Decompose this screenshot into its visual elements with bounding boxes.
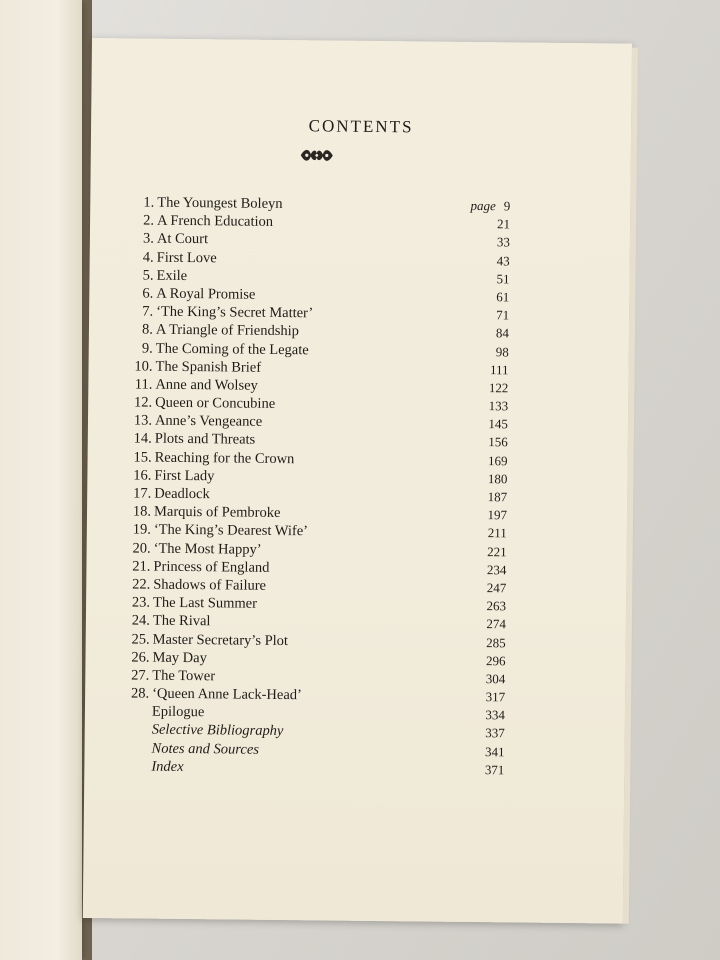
chapter-title: A Triangle of Friendship [155, 321, 300, 340]
page-number-value: 234 [486, 561, 507, 578]
page-number [445, 670, 505, 689]
chapter-number: 6. [142, 285, 154, 302]
chapter-title: ‘Queen Anne Lack-Head’ [152, 685, 302, 704]
page-number [448, 397, 508, 416]
chapter-title: A Royal Promise [156, 285, 256, 303]
chapter-number: 23. [131, 594, 151, 611]
page-title: CONTENTS [308, 116, 414, 137]
chapter-title: First Lady [154, 467, 215, 485]
chapter-number: 16. [133, 467, 152, 484]
page-number-value: 61 [496, 289, 510, 305]
page-number [446, 560, 506, 579]
chapter-title: Index [151, 758, 184, 775]
contents-page [83, 38, 632, 924]
chapter-number: 5. [142, 267, 154, 284]
chapter-number: 25. [131, 630, 150, 648]
chapter-title: Plots and Threats [154, 431, 256, 449]
page-number [446, 615, 506, 634]
page-number-value: 122 [488, 380, 509, 396]
page-number-value: 145 [488, 416, 509, 432]
chapter-number: 4. [142, 249, 154, 266]
page-number-value: 197 [487, 507, 508, 523]
page-number [445, 724, 505, 743]
page-number-value: 133 [488, 398, 509, 414]
page-number [445, 688, 505, 707]
chapter-number: 22. [132, 576, 151, 593]
chapter-number: 12. [133, 394, 153, 411]
contents-list [114, 193, 510, 779]
chapter-title: The Rival [152, 612, 211, 630]
page-number-value: 211 [487, 525, 507, 541]
page-number-value: 43 [496, 252, 510, 268]
page-number-value: 21 [496, 216, 511, 232]
flyleaf-page [0, 0, 82, 960]
page-number [449, 288, 509, 307]
page-number [444, 742, 504, 761]
chapter-title: Deadlock [154, 485, 210, 503]
page-number [445, 706, 505, 725]
page-number [450, 251, 510, 270]
chapter-number: 3. [142, 230, 154, 248]
chapter-number: 24. [131, 612, 150, 629]
page-number [448, 451, 508, 470]
chapter-title: ‘The King’s Secret Matter’ [156, 303, 314, 322]
page-number [446, 579, 506, 598]
page-number-value: 341 [484, 743, 505, 759]
chapter-title: Notes and Sources [151, 740, 260, 758]
chapter-number: 10. [134, 358, 153, 375]
page-number [450, 233, 510, 252]
chapter-title: Selective Bibliography [151, 722, 284, 740]
page-number [447, 524, 507, 543]
page-word-label: page [470, 197, 496, 214]
chapter-number: 14. [133, 430, 152, 448]
chapter-title: Princess of England [153, 558, 270, 576]
page-number [448, 433, 508, 452]
page-number [447, 470, 507, 489]
chapter-number: 15. [133, 449, 152, 466]
page-number-value: 111 [489, 361, 509, 378]
chapter-title: Epilogue [151, 703, 205, 721]
page-number [448, 415, 508, 434]
chapter-number: 13. [133, 412, 153, 429]
page-number-value: 337 [485, 725, 505, 741]
chapter-title: ‘The Most Happy’ [153, 540, 262, 558]
page-number-value: 274 [486, 616, 506, 632]
chapter-title: First Love [156, 249, 217, 266]
chapter-title: Marquis of Pembroke [153, 503, 281, 522]
page-number-value: 156 [488, 434, 508, 450]
page-number [448, 379, 508, 398]
chapter-title: Shadows of Failure [153, 576, 267, 594]
page-number-value: 296 [485, 652, 506, 669]
page-number-value: 304 [485, 671, 506, 687]
page-number [449, 270, 509, 289]
chapter-title: Anne’s Vengeance [154, 412, 263, 431]
page-number-value: 33 [496, 234, 510, 250]
chapter-title: Reaching for the Crown [154, 449, 295, 467]
chapter-number: 19. [132, 521, 151, 539]
page-number [445, 651, 505, 670]
page-number-value: 84 [495, 325, 510, 341]
page-number-value: 98 [495, 343, 509, 359]
page-number-value: 51 [496, 270, 510, 287]
page-number-value: 334 [485, 707, 506, 723]
chapter-title: Exile [156, 267, 188, 284]
page-number [448, 360, 508, 379]
page-number-value: 71 [496, 307, 510, 323]
chapter-number: 11. [134, 376, 153, 393]
chapter-number: 21. [132, 558, 151, 575]
chapter-title: May Day [152, 649, 207, 666]
ornament-icon [299, 146, 335, 164]
chapter-title: Master Secretary’s Plot [152, 631, 289, 649]
page-number [450, 215, 510, 234]
page-number-value: 247 [486, 580, 507, 596]
chapter-number: 8. [141, 321, 154, 338]
chapter-number: 26. [131, 649, 150, 666]
chapter-number: 18. [132, 503, 152, 520]
chapter-title: At Court [156, 231, 209, 248]
page-number [446, 633, 506, 652]
chapter-number: 27. [131, 667, 150, 684]
page-number-value: 371 [484, 761, 505, 778]
page-number [400, 196, 510, 215]
page-number-value: 317 [485, 689, 506, 705]
page-number [449, 324, 509, 343]
page-number [449, 306, 509, 325]
page-number [449, 342, 509, 361]
chapter-number: 2. [143, 212, 155, 229]
chapter-title: The Spanish Brief [155, 358, 262, 376]
page-number [447, 506, 507, 525]
chapter-title: The Youngest Boleyn [157, 194, 283, 213]
chapter-number: 28. [130, 685, 150, 702]
chapter-number: 1. [143, 194, 155, 211]
page-number-value: 221 [487, 543, 507, 559]
chapter-title: The Coming of the Legate [155, 340, 309, 358]
page-number [447, 542, 507, 561]
page-number-value: 180 [487, 470, 508, 487]
chapter-number: 17. [133, 485, 152, 502]
page-number [444, 761, 504, 780]
chapter-title: Anne and Wolsey [155, 376, 258, 394]
page-number-value: 9 [503, 198, 511, 214]
chapter-title: The Tower [152, 667, 216, 685]
chapter-number: 9. [141, 340, 153, 357]
page-number [447, 488, 507, 507]
chapter-number: 7. [142, 303, 154, 320]
page-number-value: 285 [486, 634, 506, 650]
chapter-title: The Last Summer [153, 594, 258, 612]
page-number-value: 169 [488, 452, 508, 468]
page-number-value: 263 [486, 598, 507, 614]
chapter-title: ‘The King’s Dearest Wife’ [153, 522, 309, 540]
page-number-value: 187 [487, 489, 508, 505]
chapter-title: Queen or Concubine [155, 394, 276, 413]
page-number [446, 597, 506, 616]
chapter-number: 20. [132, 540, 151, 557]
chapter-title: A French Education [157, 212, 274, 231]
toc-entry [114, 757, 504, 779]
